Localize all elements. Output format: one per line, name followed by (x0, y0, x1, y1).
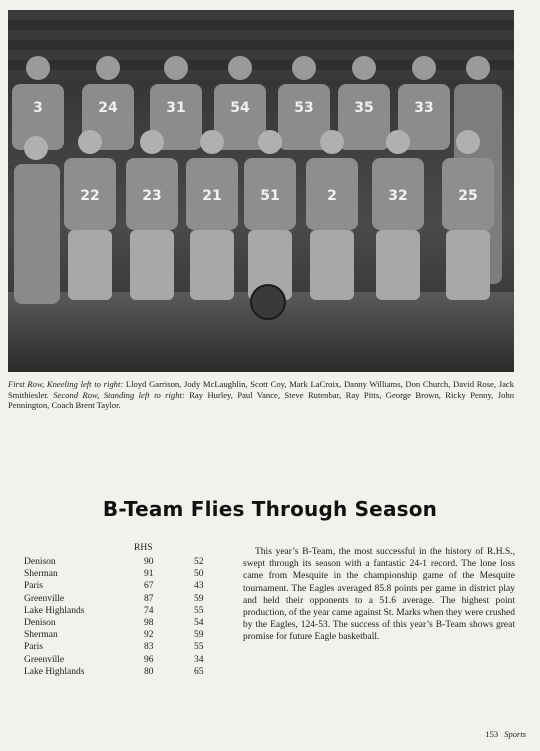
opponent-score-cell: 55 (194, 605, 204, 616)
article-body: This year’s B-Team, the most successful in the history of R.H.S., swept through its season with a fantastic 24-1 record. The lone loss came from Mesquite in the championship game of the Mesquite tournament. The Eagles averaged 85.8 points per game in district play and held their opponents to a 51.6 average. The highest point production, of the year came against St. Marks when they were crushed by the Eagles, 124-53. The success of this year’s B-Team shows great promise for future Eagle basketball. (243, 547, 515, 643)
section-name: Sports (504, 729, 526, 739)
table-row (22, 569, 232, 581)
team-photo (8, 10, 514, 372)
opponent-cell: Lake Highlands (24, 666, 85, 677)
opponent-score-cell: 59 (194, 630, 204, 641)
jersey-number: 35 (354, 100, 374, 116)
rhs-score-cell: 98 (144, 617, 154, 628)
photo-caption (8, 379, 514, 411)
standing-player (338, 56, 390, 150)
opponent-score-cell: 55 (194, 642, 204, 653)
caption-first-row-names: Lloyd Garrison, Jody McLaughlin, Scott Coy, Mark LaCroix, Danny Williams, Don Church, David Rose, Jack Smithiesler. (8, 379, 514, 400)
rhs-score-cell: 67 (144, 581, 154, 592)
opponent-cell: Paris (24, 642, 43, 653)
rhs-score-cell: 87 (144, 593, 154, 604)
table-row (22, 655, 232, 667)
scores-header-rhs: RHS (134, 543, 153, 553)
table-row (22, 667, 232, 679)
rhs-score-cell: 74 (144, 605, 154, 616)
jersey-number: 24 (98, 100, 118, 116)
basketball (251, 285, 285, 319)
opponent-score-cell: 34 (194, 654, 204, 665)
kneeling-player (244, 130, 296, 300)
rhs-score-cell: 96 (144, 654, 154, 665)
caption-first-row-label: First Row, Kneeling left to right: (8, 379, 124, 389)
caption-second-row-names: Ray Hurley, Paul Vance, Steve Rutenbar, Ray Pitts, George Brown, Ricky Penny, John Pennington, Coach Brent Taylor. (8, 389, 514, 410)
scores-header-row (22, 543, 232, 557)
jersey-number: 3 (33, 100, 43, 116)
opponent-cell: Denison (24, 617, 56, 628)
jersey-number: 33 (414, 100, 434, 116)
jersey-number: 32 (388, 188, 408, 204)
kneeling-player (64, 130, 116, 300)
opponent-score-cell: 52 (194, 557, 204, 567)
table-row (22, 642, 232, 654)
jersey-number: 31 (166, 100, 186, 116)
kneeling-player (186, 130, 238, 300)
jersey-number: 53 (294, 100, 314, 116)
jersey-number: 2 (327, 188, 337, 204)
opponent-score-cell: 59 (194, 593, 204, 604)
table-row (22, 594, 232, 606)
page-number: 153 (485, 729, 499, 739)
opponent-cell: Denison (24, 557, 56, 567)
jersey-number: 22 (80, 188, 100, 204)
opponent-cell: Greenville (24, 654, 65, 665)
caption-second-row-label: Second Row, Standing left to right: (53, 389, 185, 400)
article-headline: B-Team Flies Through Season (102, 497, 438, 521)
opponent-cell: Greenville (24, 593, 65, 604)
kneeling-player (14, 136, 60, 304)
rhs-score-cell: 90 (144, 557, 154, 567)
players-figure (8, 10, 514, 372)
opponent-cell: Sherman (24, 569, 58, 580)
rhs-score-cell: 83 (144, 642, 154, 653)
rhs-score-cell: 92 (144, 630, 154, 641)
opponent-cell: Lake Highlands (24, 605, 85, 616)
kneeling-player (372, 130, 424, 300)
standing-player (12, 56, 64, 150)
jersey-number: 23 (142, 188, 162, 204)
jersey-number: 25 (458, 188, 478, 204)
table-row (22, 581, 232, 593)
jersey-number: 21 (202, 188, 222, 204)
opponent-cell: Sherman (24, 630, 58, 641)
kneeling-player (306, 130, 358, 300)
opponent-score-cell: 54 (194, 617, 204, 628)
page-footer (481, 729, 526, 739)
opponent-score-cell: 43 (194, 581, 204, 592)
table-row (22, 630, 232, 642)
opponent-score-cell: 50 (194, 569, 204, 580)
table-row (22, 606, 232, 618)
opponent-cell: Paris (24, 581, 43, 592)
scores-body (22, 557, 232, 679)
table-row (22, 557, 232, 569)
jersey-number: 54 (230, 100, 250, 116)
scores-table (22, 543, 232, 679)
table-row (22, 618, 232, 630)
jersey-number: 51 (260, 188, 280, 204)
opponent-score-cell: 65 (194, 666, 204, 677)
kneeling-player (126, 130, 178, 300)
rhs-score-cell: 91 (144, 569, 154, 580)
rhs-score-cell: 80 (144, 666, 154, 677)
